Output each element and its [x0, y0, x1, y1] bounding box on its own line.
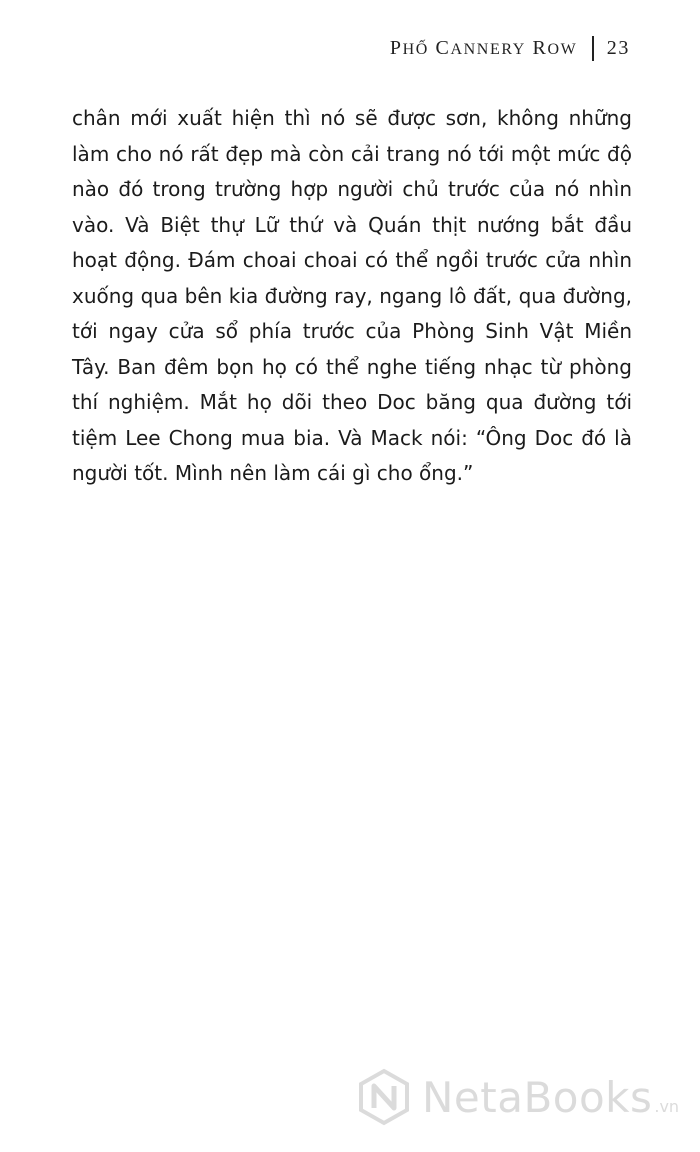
- header-divider: [592, 36, 594, 61]
- text-line: vào. Và Biệt thự Lữ thứ và Quán thịt nướng bắt đầu: [72, 212, 632, 237]
- text-line: Tây. Ban đêm bọn họ có thể nghe tiếng nhạc từ phòng: [72, 354, 632, 379]
- text-line: thí nghiệm. Mắt họ dõi theo Doc băng qua đường tới: [72, 390, 632, 414]
- netabooks-watermark: [356, 1068, 679, 1126]
- text-line: xuống qua bên kia đường ray, ngang lô đất, qua đường,: [72, 283, 632, 308]
- running-header-title: PHỐ CANNERY ROW: [389, 37, 578, 59]
- watermark-domain: .vn: [654, 1097, 680, 1116]
- text-line: tiệm Lee Chong mua bia. Và Mack nói: “Ông Doc đó là: [72, 425, 632, 450]
- text-line: nào đó trong trường hợp người chủ trước của nó nhìn: [72, 177, 632, 201]
- watermark-brand: NetaBooks: [422, 1072, 653, 1122]
- text-line: tới ngay cửa sổ phía trước của Phòng Sinh Vật Miền: [72, 319, 632, 343]
- text-line: hoạt động. Đám choai choai có thể ngồi trước cửa nhìn: [72, 248, 632, 272]
- body-paragraph: [72, 101, 632, 492]
- netabooks-logo-icon: [356, 1068, 412, 1126]
- text-line: làm cho nó rất đẹp mà còn cải trang nó tới một mức độ: [72, 141, 632, 166]
- page-number: 23: [606, 37, 630, 59]
- running-header: [390, 36, 630, 61]
- text-line: chân mới xuất hiện thì nó sẽ được sơn, không những: [72, 106, 632, 130]
- text-line: người tốt. Mình nên làm cái gì cho ổng.”: [72, 461, 474, 485]
